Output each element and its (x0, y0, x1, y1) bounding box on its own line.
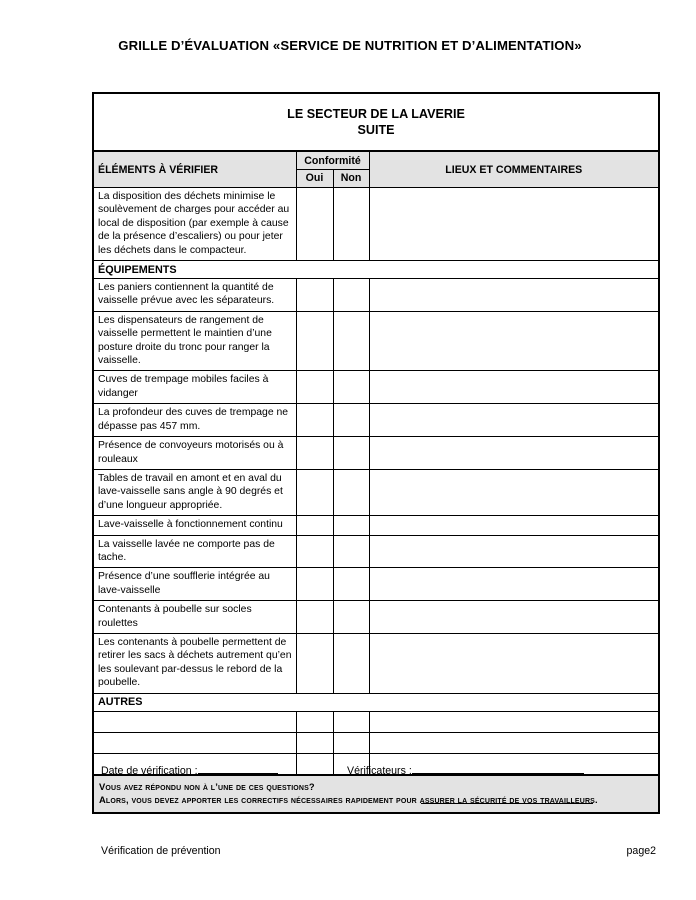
criterion-text: Les paniers contiennent la quantité de vaisselle prévue avec les séparateurs. (93, 279, 296, 312)
conformity-no-checkbox-cell[interactable] (333, 371, 369, 404)
table-row (93, 437, 659, 470)
comment-cell[interactable] (369, 535, 659, 568)
conformity-yes-checkbox-cell[interactable] (296, 601, 333, 634)
table-row-blank (93, 711, 659, 732)
comment-cell[interactable] (369, 371, 659, 404)
conformity-no-checkbox-cell[interactable] (333, 188, 369, 261)
date-of-verification-label: Date de vérification : (101, 765, 198, 777)
conformity-no-checkbox-cell[interactable] (333, 311, 369, 371)
criterion-text: La disposition des déchets minimise le soulèvement de charges pour accéder au local de disposition (par exemple à cause de la présence d’escaliers) ou pour jeter les déchets dans le compacteur. (93, 188, 296, 261)
comment-cell[interactable] (369, 404, 659, 437)
banner-cell (93, 93, 659, 151)
table-row (93, 535, 659, 568)
criterion-text: Présence de convoyeurs motorisés ou à rouleaux (93, 437, 296, 470)
criterion-text (93, 732, 296, 753)
conformity-no-checkbox-cell[interactable] (333, 568, 369, 601)
warning-line-2: Alors, vous devez apporter les correctifs nécessaires rapidement pour assurer la sécurité de vos travailleurs. (99, 794, 598, 806)
comment-cell[interactable] (369, 279, 659, 312)
comment-cell[interactable] (369, 732, 659, 753)
criterion-text: La vaisselle lavée ne comporte pas de tache. (93, 535, 296, 568)
criterion-text: Tables de travail en amont et en aval du lave-vaisselle sans angle à 90 degrés et d’une longueur appropriée. (93, 469, 296, 515)
footer-page-number: page2 (626, 845, 656, 857)
table-row (93, 279, 659, 312)
conformity-yes-checkbox-cell[interactable] (296, 404, 333, 437)
table-row (93, 568, 659, 601)
comment-cell[interactable] (369, 437, 659, 470)
conformity-yes-checkbox-cell[interactable] (296, 732, 333, 753)
evaluation-grid-container (92, 92, 658, 814)
verifiers-input[interactable] (412, 773, 584, 774)
signature-area (92, 765, 658, 813)
conformity-no-checkbox-cell[interactable] (333, 469, 369, 515)
verifiers-label: Vérificateurs : (347, 765, 412, 777)
header-places-comments: LIEUX ET COMMENTAIRES (369, 151, 659, 188)
date-of-verification-input[interactable] (198, 773, 278, 774)
conformity-yes-checkbox-cell[interactable] (296, 516, 333, 535)
comment-cell[interactable] (369, 188, 659, 261)
date-of-verification-field[interactable] (101, 765, 278, 777)
conformity-yes-checkbox-cell[interactable] (296, 633, 333, 693)
table-row (93, 311, 659, 371)
conformity-yes-checkbox-cell[interactable] (296, 711, 333, 732)
conformity-no-checkbox-cell[interactable] (333, 404, 369, 437)
header-yes: Oui (296, 170, 333, 188)
grid-body (93, 93, 659, 813)
conformity-yes-checkbox-cell[interactable] (296, 371, 333, 404)
conformity-yes-checkbox-cell[interactable] (296, 437, 333, 470)
conformity-no-checkbox-cell[interactable] (333, 516, 369, 535)
conformity-yes-checkbox-cell[interactable] (296, 568, 333, 601)
page-title: GRILLE D’ÉVALUATION «SERVICE DE NUTRITION ET D’ALIMENTATION» (118, 38, 582, 53)
column-header-row-1 (93, 151, 659, 170)
table-row (93, 404, 659, 437)
comment-cell[interactable] (369, 469, 659, 515)
criterion-text: Présence d’une soufflerie intégrée au lave-vaisselle (93, 568, 296, 601)
banner-line-2: SUITE (357, 123, 395, 137)
warning-line-1: Vous avez répondu non à l’une de ces questions? (99, 780, 315, 792)
conformity-no-checkbox-cell[interactable] (333, 633, 369, 693)
table-row (93, 469, 659, 515)
table-row-blank (93, 732, 659, 753)
verifiers-input-2[interactable] (421, 803, 593, 804)
criterion-text: Lave-vaisselle à fonctionnement continu (93, 516, 296, 535)
criterion-text (93, 711, 296, 732)
comment-cell[interactable] (369, 568, 659, 601)
banner-line-1: LE SECTEUR DE LA LAVERIE (287, 107, 465, 121)
criterion-text: Cuves de trempage mobiles faciles à vidanger (93, 371, 296, 404)
comment-cell[interactable] (369, 711, 659, 732)
table-row (93, 371, 659, 404)
criterion-text: Les contenants à poubelle permettent de retirer les sacs à déchets autrement qu’en les soulevant par-dessus le rebord de la poubelle. (93, 633, 296, 693)
comment-cell[interactable] (369, 311, 659, 371)
signature-row-primary (92, 765, 658, 789)
header-elements: ÉLÉMENTS À VÉRIFIER (93, 151, 296, 188)
conformity-yes-checkbox-cell[interactable] (296, 469, 333, 515)
section-header-label: ÉQUIPEMENTS (93, 261, 659, 279)
conformity-no-checkbox-cell[interactable] (333, 437, 369, 470)
conformity-no-checkbox-cell[interactable] (333, 711, 369, 732)
section-header-label: AUTRES (93, 693, 659, 711)
criterion-text: Les dispensateurs de rangement de vaisselle permettent le maintien d’une posture droite du tronc pour ranger la vaisselle. (93, 311, 296, 371)
conformity-no-checkbox-cell[interactable] (333, 279, 369, 312)
table-row (93, 188, 659, 261)
criterion-text: La profondeur des cuves de trempage ne dépasse pas 457 mm. (93, 404, 296, 437)
banner-row (93, 93, 659, 151)
conformity-no-checkbox-cell[interactable] (333, 535, 369, 568)
header-conformity: Conformité (296, 151, 369, 170)
criterion-text: Contenants à poubelle sur socles roulettes (93, 601, 296, 634)
verifiers-field[interactable] (347, 765, 584, 777)
section-header-row (93, 261, 659, 279)
conformity-no-checkbox-cell[interactable] (333, 732, 369, 753)
footer-document-name: Vérification de prévention (101, 845, 221, 857)
header-no: Non (333, 170, 369, 188)
conformity-yes-checkbox-cell[interactable] (296, 535, 333, 568)
comment-cell[interactable] (369, 601, 659, 634)
comment-cell[interactable] (369, 516, 659, 535)
table-row (93, 516, 659, 535)
table-row (93, 633, 659, 693)
signature-row-secondary (92, 789, 658, 813)
comment-cell[interactable] (369, 633, 659, 693)
conformity-no-checkbox-cell[interactable] (333, 601, 369, 634)
evaluation-grid (92, 92, 660, 814)
section-header-row (93, 693, 659, 711)
conformity-yes-checkbox-cell[interactable] (296, 188, 333, 261)
conformity-yes-checkbox-cell[interactable] (296, 279, 333, 312)
table-row (93, 601, 659, 634)
conformity-yes-checkbox-cell[interactable] (296, 311, 333, 371)
